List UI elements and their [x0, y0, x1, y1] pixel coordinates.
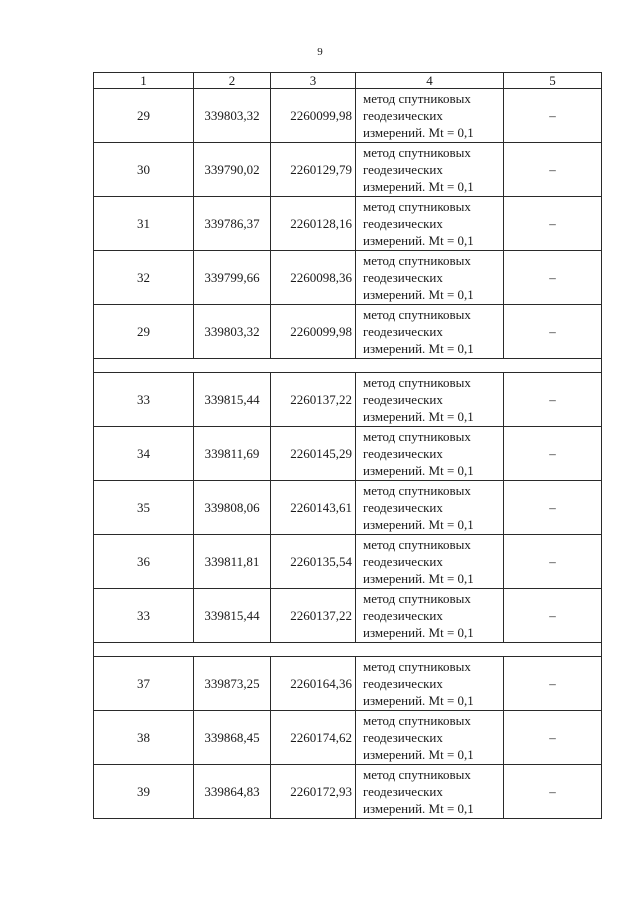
- coordinates-table: [93, 72, 602, 819]
- method-line: измерений. Mt = 0,1: [363, 409, 474, 424]
- table-row: [94, 89, 602, 143]
- x-coordinate-cell: 339803,32: [194, 305, 271, 359]
- method-line: геодезических: [363, 216, 443, 231]
- x-coordinate-cell: 339811,69: [194, 427, 271, 481]
- method-cell: [356, 305, 504, 359]
- method-line: измерений. Mt = 0,1: [363, 801, 474, 816]
- method-cell: [356, 143, 504, 197]
- point-number-cell: 34: [94, 427, 194, 481]
- note-cell: –: [504, 143, 602, 197]
- point-number-cell: 38: [94, 711, 194, 765]
- method-cell: [356, 251, 504, 305]
- method-line: геодезических: [363, 554, 443, 569]
- method-line: метод спутниковых: [363, 713, 471, 728]
- x-coordinate-cell: 339808,06: [194, 481, 271, 535]
- table-row: [94, 481, 602, 535]
- method-cell: [356, 373, 504, 427]
- method-line: измерений. Mt = 0,1: [363, 463, 474, 478]
- method-line: геодезических: [363, 270, 443, 285]
- table-header: [94, 73, 602, 89]
- method-line: измерений. Mt = 0,1: [363, 747, 474, 762]
- note-cell: –: [504, 535, 602, 589]
- method-line: измерений. Mt = 0,1: [363, 125, 474, 140]
- method-line: геодезических: [363, 784, 443, 799]
- point-number-cell: 35: [94, 481, 194, 535]
- method-cell: [356, 427, 504, 481]
- x-coordinate-cell: 339803,32: [194, 89, 271, 143]
- method-line: метод спутниковых: [363, 307, 471, 322]
- method-line: измерений. Mt = 0,1: [363, 179, 474, 194]
- x-coordinate-cell: 339811,81: [194, 535, 271, 589]
- y-coordinate-cell: 2260137,22: [271, 589, 356, 643]
- method-line: измерений. Mt = 0,1: [363, 341, 474, 356]
- note-cell: –: [504, 197, 602, 251]
- method-cell: [356, 657, 504, 711]
- y-coordinate-cell: 2260135,54: [271, 535, 356, 589]
- y-coordinate-cell: 2260128,16: [271, 197, 356, 251]
- method-line: метод спутниковых: [363, 537, 471, 552]
- method-line: метод спутниковых: [363, 253, 471, 268]
- header-col-3: 3: [271, 73, 356, 89]
- point-number-cell: 31: [94, 197, 194, 251]
- note-cell: –: [504, 373, 602, 427]
- method-line: геодезических: [363, 676, 443, 691]
- table-row: [94, 589, 602, 643]
- method-line: метод спутниковых: [363, 767, 471, 782]
- note-cell: –: [504, 251, 602, 305]
- table-row: [94, 427, 602, 481]
- note-cell: –: [504, 427, 602, 481]
- method-line: геодезических: [363, 108, 443, 123]
- y-coordinate-cell: 2260174,62: [271, 711, 356, 765]
- x-coordinate-cell: 339864,83: [194, 765, 271, 819]
- method-line: измерений. Mt = 0,1: [363, 625, 474, 640]
- method-line: геодезических: [363, 730, 443, 745]
- method-line: геодезических: [363, 324, 443, 339]
- method-cell: [356, 765, 504, 819]
- y-coordinate-cell: 2260099,98: [271, 305, 356, 359]
- table-row: [94, 711, 602, 765]
- y-coordinate-cell: 2260143,61: [271, 481, 356, 535]
- table-row: [94, 305, 602, 359]
- note-cell: –: [504, 89, 602, 143]
- method-line: метод спутниковых: [363, 483, 471, 498]
- method-line: измерений. Mt = 0,1: [363, 287, 474, 302]
- method-line: метод спутниковых: [363, 659, 471, 674]
- table-body: [94, 89, 602, 819]
- header-col-4: 4: [356, 73, 504, 89]
- x-coordinate-cell: 339815,44: [194, 589, 271, 643]
- separator-cell: [94, 643, 602, 657]
- page-number: 9: [317, 46, 323, 58]
- note-cell: –: [504, 305, 602, 359]
- method-cell: [356, 197, 504, 251]
- y-coordinate-cell: 2260129,79: [271, 143, 356, 197]
- y-coordinate-cell: 2260137,22: [271, 373, 356, 427]
- point-number-cell: 29: [94, 89, 194, 143]
- header-col-1: 1: [94, 73, 194, 89]
- table-row: [94, 197, 602, 251]
- method-line: метод спутниковых: [363, 91, 471, 106]
- point-number-cell: 29: [94, 305, 194, 359]
- method-line: метод спутниковых: [363, 375, 471, 390]
- note-cell: –: [504, 481, 602, 535]
- header-col-2: 2: [194, 73, 271, 89]
- method-line: измерений. Mt = 0,1: [363, 233, 474, 248]
- x-coordinate-cell: 339790,02: [194, 143, 271, 197]
- method-line: геодезических: [363, 392, 443, 407]
- x-coordinate-cell: 339799,66: [194, 251, 271, 305]
- point-number-cell: 39: [94, 765, 194, 819]
- table-row: [94, 251, 602, 305]
- note-cell: –: [504, 589, 602, 643]
- y-coordinate-cell: 2260098,36: [271, 251, 356, 305]
- method-line: измерений. Mt = 0,1: [363, 517, 474, 532]
- method-line: метод спутниковых: [363, 591, 471, 606]
- point-number-cell: 30: [94, 143, 194, 197]
- note-cell: –: [504, 765, 602, 819]
- group-separator-row: [94, 643, 602, 657]
- method-line: геодезических: [363, 446, 443, 461]
- method-line: метод спутниковых: [363, 199, 471, 214]
- method-line: геодезических: [363, 162, 443, 177]
- method-cell: [356, 589, 504, 643]
- method-cell: [356, 89, 504, 143]
- point-number-cell: 32: [94, 251, 194, 305]
- table-row: [94, 765, 602, 819]
- y-coordinate-cell: 2260145,29: [271, 427, 356, 481]
- method-cell: [356, 535, 504, 589]
- method-line: метод спутниковых: [363, 145, 471, 160]
- table-row: [94, 657, 602, 711]
- y-coordinate-cell: 2260172,93: [271, 765, 356, 819]
- table-row: [94, 373, 602, 427]
- note-cell: –: [504, 711, 602, 765]
- method-line: измерений. Mt = 0,1: [363, 571, 474, 586]
- x-coordinate-cell: 339815,44: [194, 373, 271, 427]
- method-line: геодезических: [363, 608, 443, 623]
- separator-cell: [94, 359, 602, 373]
- method-cell: [356, 711, 504, 765]
- group-separator-row: [94, 359, 602, 373]
- point-number-cell: 37: [94, 657, 194, 711]
- method-line: метод спутниковых: [363, 429, 471, 444]
- table-row: [94, 143, 602, 197]
- note-cell: –: [504, 657, 602, 711]
- x-coordinate-cell: 339786,37: [194, 197, 271, 251]
- table-row: [94, 535, 602, 589]
- method-line: измерений. Mt = 0,1: [363, 693, 474, 708]
- point-number-cell: 36: [94, 535, 194, 589]
- x-coordinate-cell: 339873,25: [194, 657, 271, 711]
- y-coordinate-cell: 2260164,36: [271, 657, 356, 711]
- x-coordinate-cell: 339868,45: [194, 711, 271, 765]
- method-line: геодезических: [363, 500, 443, 515]
- y-coordinate-cell: 2260099,98: [271, 89, 356, 143]
- header-row: [94, 73, 602, 89]
- header-col-5: 5: [504, 73, 602, 89]
- point-number-cell: 33: [94, 589, 194, 643]
- point-number-cell: 33: [94, 373, 194, 427]
- method-cell: [356, 481, 504, 535]
